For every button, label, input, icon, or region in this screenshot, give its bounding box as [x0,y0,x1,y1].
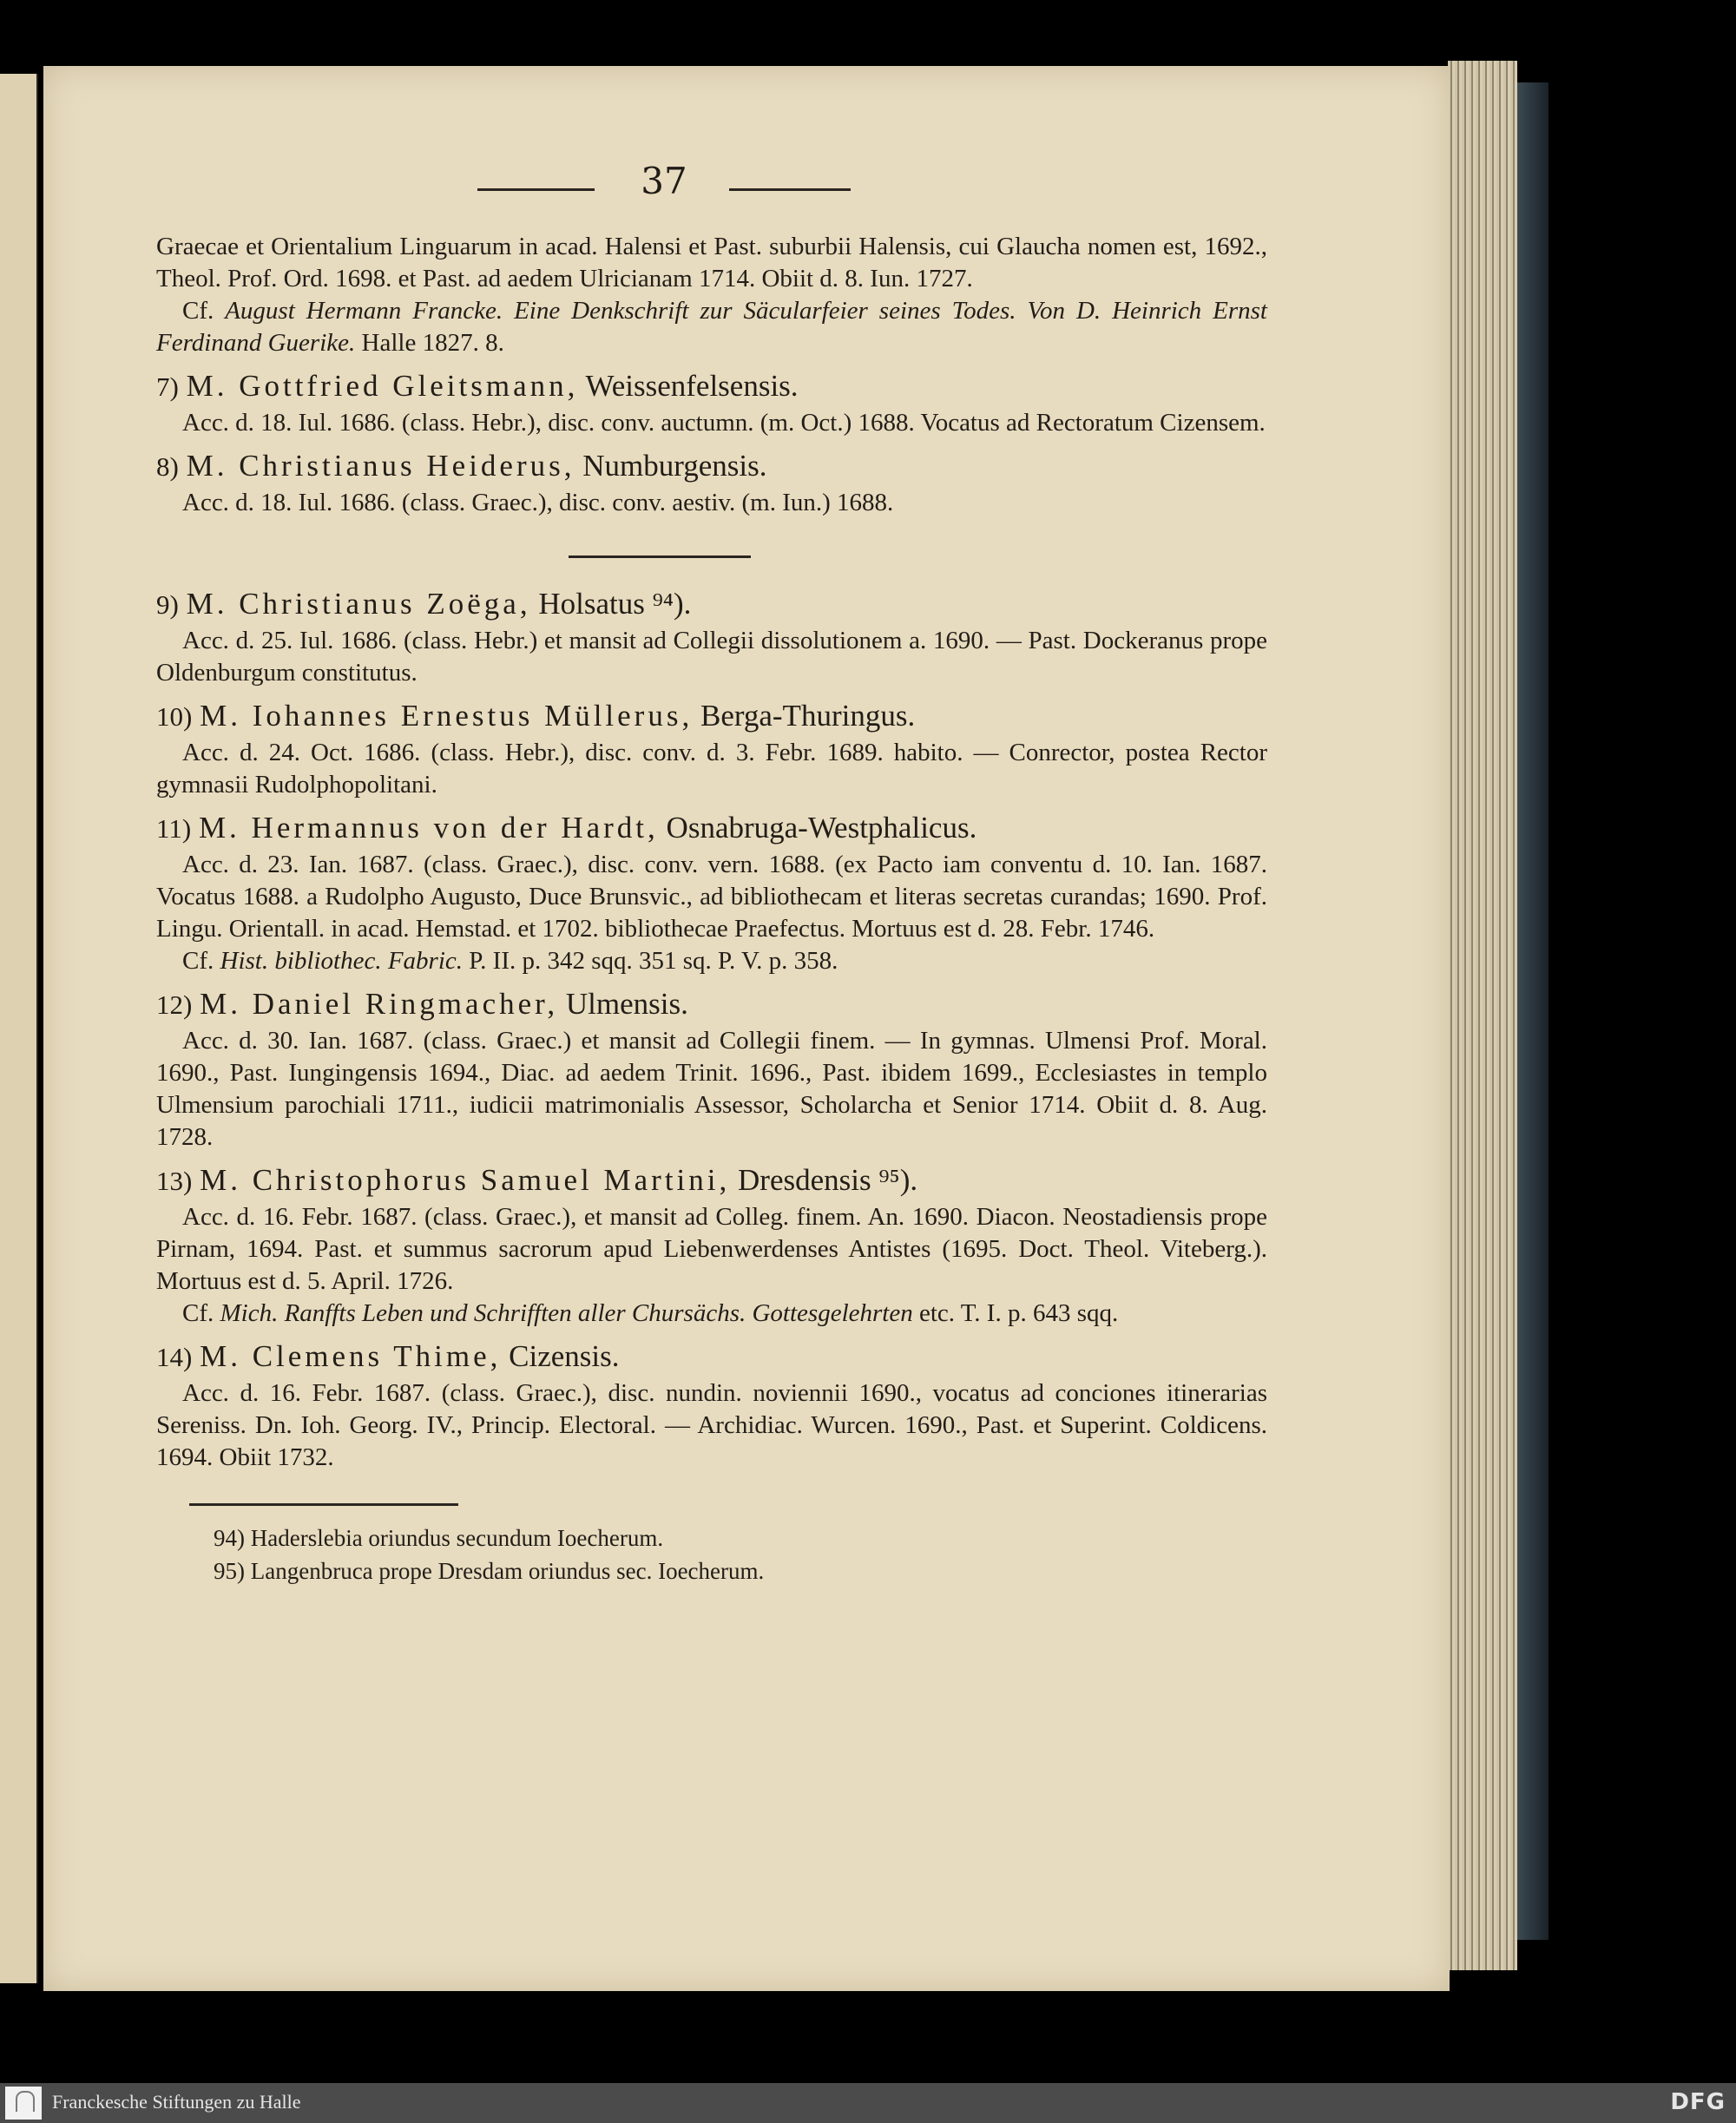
intro-citation [156,295,1267,359]
entry-origin: Berga-Thuringus. [700,699,916,733]
entry-origin: Osnabruga-Westphalicus. [666,811,977,845]
entry-body: Acc. d. 18. Iul. 1686. (class. Hebr.), disc. conv. auctumn. (m. Oct.) 1688. Vocatus ad Rectoratum Cizensem. [182,409,1266,437]
footer-caption[interactable]: Franckesche Stiftungen zu Halle [52,2091,301,2113]
citation-title: Hist. bibliothec. Fabric. [220,947,463,975]
citation-prefix: Cf. [182,1299,214,1327]
citation-prefix: Cf. [182,297,214,325]
entry-name: M. Daniel Ringmacher, [200,987,559,1021]
citation-title: Mich. Ranffts Leben und Schrifften aller Chursächs. Gottesgelehrten [220,1299,913,1327]
page-block-edges [1448,61,1517,1970]
entry-12 [156,984,1267,1154]
page-header [43,160,1450,212]
entry-heading [156,808,1267,849]
citation-suffix: etc. T. I. p. 643 sqq. [918,1299,1119,1327]
entry-body: Acc. d. 25. Iul. 1686. (class. Hebr.) et mansit ad Collegii dissolutionem a. 1690. — Past. Dockeranus prope Oldenburgum constitutus. [156,627,1267,687]
page-number: 37 [641,160,687,202]
citation-suffix: Halle 1827. 8. [361,329,504,357]
entry-origin: Dresdensis ⁹⁵). [738,1163,918,1197]
book-page [43,66,1450,1991]
footnote-divider [189,1503,458,1506]
page-body [156,231,1267,1587]
entry-name: M. Christianus Heiderus, [186,449,575,483]
entry-citation [156,1298,1267,1330]
entry-number: 14) [156,1342,193,1372]
entry-heading [156,446,1267,487]
entry-13 [156,1160,1267,1330]
citation-suffix: P. II. p. 342 sqq. 351 sq. P. V. p. 358. [469,947,838,975]
entry-number: 13) [156,1166,193,1196]
entry-name: M. Gottfried Gleitsmann, [186,369,579,403]
entry-body: Acc. d. 23. Ian. 1687. (class. Graec.), disc. conv. vern. 1688. (ex Pacto iam conventu d. 10. Ian. 1687. Vocatus 1688. a Rudolpho Augusto, Duce Brunsvic., ad bibliothecam et literas secretas curandas; 1690. Prof. Lingu. Orientall. in acad. Hemstad. et 1702. bibliothecae Praefectus. Mortuus est d. 28. Febr. 1746. [156,851,1267,943]
entry-name: M. Hermannus von der Hardt, [198,811,659,845]
entry-heading [156,1337,1267,1377]
entry-body: Acc. d. 24. Oct. 1686. (class. Hebr.), disc. conv. d. 3. Febr. 1689. habito. — Conrector, postea Rector gymnasii Rudolphopolitani. [156,739,1267,799]
entry-origin: Numburgensis. [582,449,767,483]
entry-origin: Holsatus ⁹⁴). [538,587,692,621]
header-rule-right [729,188,851,191]
entry-heading [156,696,1267,737]
institution-logo-icon[interactable] [5,2087,42,2120]
entry-number: 11) [156,813,192,844]
entry-11 [156,808,1267,977]
entry-7 [156,366,1267,439]
entry-heading [156,584,1267,625]
entry-origin: Ulmensis. [565,987,688,1021]
building-icon [16,2091,35,2112]
entry-8 [156,446,1267,519]
entry-name: M. Clemens Thime, [200,1339,502,1373]
footnote-94: 94) Haderslebia oriundus secundum Ioecherum. [214,1525,664,1551]
entry-citation [156,945,1267,977]
entry-number: 7) [156,371,179,402]
left-page-edge [0,74,38,1983]
entry-name: M. Christianus Zoëga, [186,587,531,621]
footnote-95: 95) Langenbruca prope Dresdam oriundus sec. Ioecherum. [214,1558,765,1584]
entry-number: 9) [156,589,179,620]
entry-heading [156,984,1267,1025]
entry-body: Acc. d. 30. Ian. 1687. (class. Graec.) et mansit ad Collegii finem. — In gymnas. Ulmensi Prof. Moral. 1690., Past. Iungingensis 1694., Diac. ad aedem Trinit. 1696., Past. ibidem 1699., Ecclesiastes in templo Ulmensium parochiali 1711., iudicii matrimonialis Assessor, Scholarcha et Senior 1714. Obiit d. 8. Aug. 1728. [156,1027,1267,1151]
entry-body: Acc. d. 18. Iul. 1686. (class. Graec.), disc. conv. aestiv. (m. Iun.) 1688. [182,489,894,516]
entry-9 [156,584,1267,689]
entry-origin: Weissenfelsensis. [585,369,799,403]
entry-name: M. Christophorus Samuel Martini, [200,1163,731,1197]
entry-number: 12) [156,989,193,1020]
entry-number: 10) [156,701,193,732]
viewer-footer [0,2083,1736,2123]
entry-body: Acc. d. 16. Febr. 1687. (class. Graec.), et mansit ad Colleg. finem. An. 1690. Diacon. Neostadiensis prope Pirnam, 1694. Past. et summus sacrorum apud Liebenwerdenses Antistes (1695. Doct. Theol. Viteberg.). Mortuus est d. 5. April. 1726. [156,1203,1267,1295]
entry-heading [156,366,1267,407]
dfg-logo[interactable]: DFG [1670,2089,1726,2115]
entry-body: Acc. d. 16. Febr. 1687. (class. Graec.), disc. nundin. noviennii 1690., vocatus ad conciones itinerarias Sereniss. Dn. Ioh. Georg. IV., Princip. Electoral. — Archidiac. Wurcen. 1690., Past. et Superint. Coldicens. 1694. Obiit 1732. [156,1379,1267,1471]
intro-paragraph: Graecae et Orientalium Linguarum in acad. Halensi et Past. suburbii Halensis, cui Glaucha nomen est, 1692., Theol. Prof. Ord. 1698. et Past. ad aedem Ulricianam 1714. Obiit d. 8. Iun. 1727. [156,233,1267,292]
entry-origin: Cizensis. [509,1339,620,1373]
entry-14 [156,1337,1267,1474]
book-cover-edge [1517,82,1549,1940]
section-divider [569,555,751,558]
citation-title: August Hermann Francke. Eine Denkschrift zur Säcularfeier seines Todes. Von D. Heinrich Ernst Ferdinand Guerike. [156,297,1267,357]
header-rule-left [477,188,595,191]
entry-10 [156,696,1267,801]
citation-prefix: Cf. [182,947,214,975]
entry-name: M. Iohannes Ernestus Müllerus, [200,699,694,733]
entry-heading [156,1160,1267,1201]
entry-number: 8) [156,451,179,482]
